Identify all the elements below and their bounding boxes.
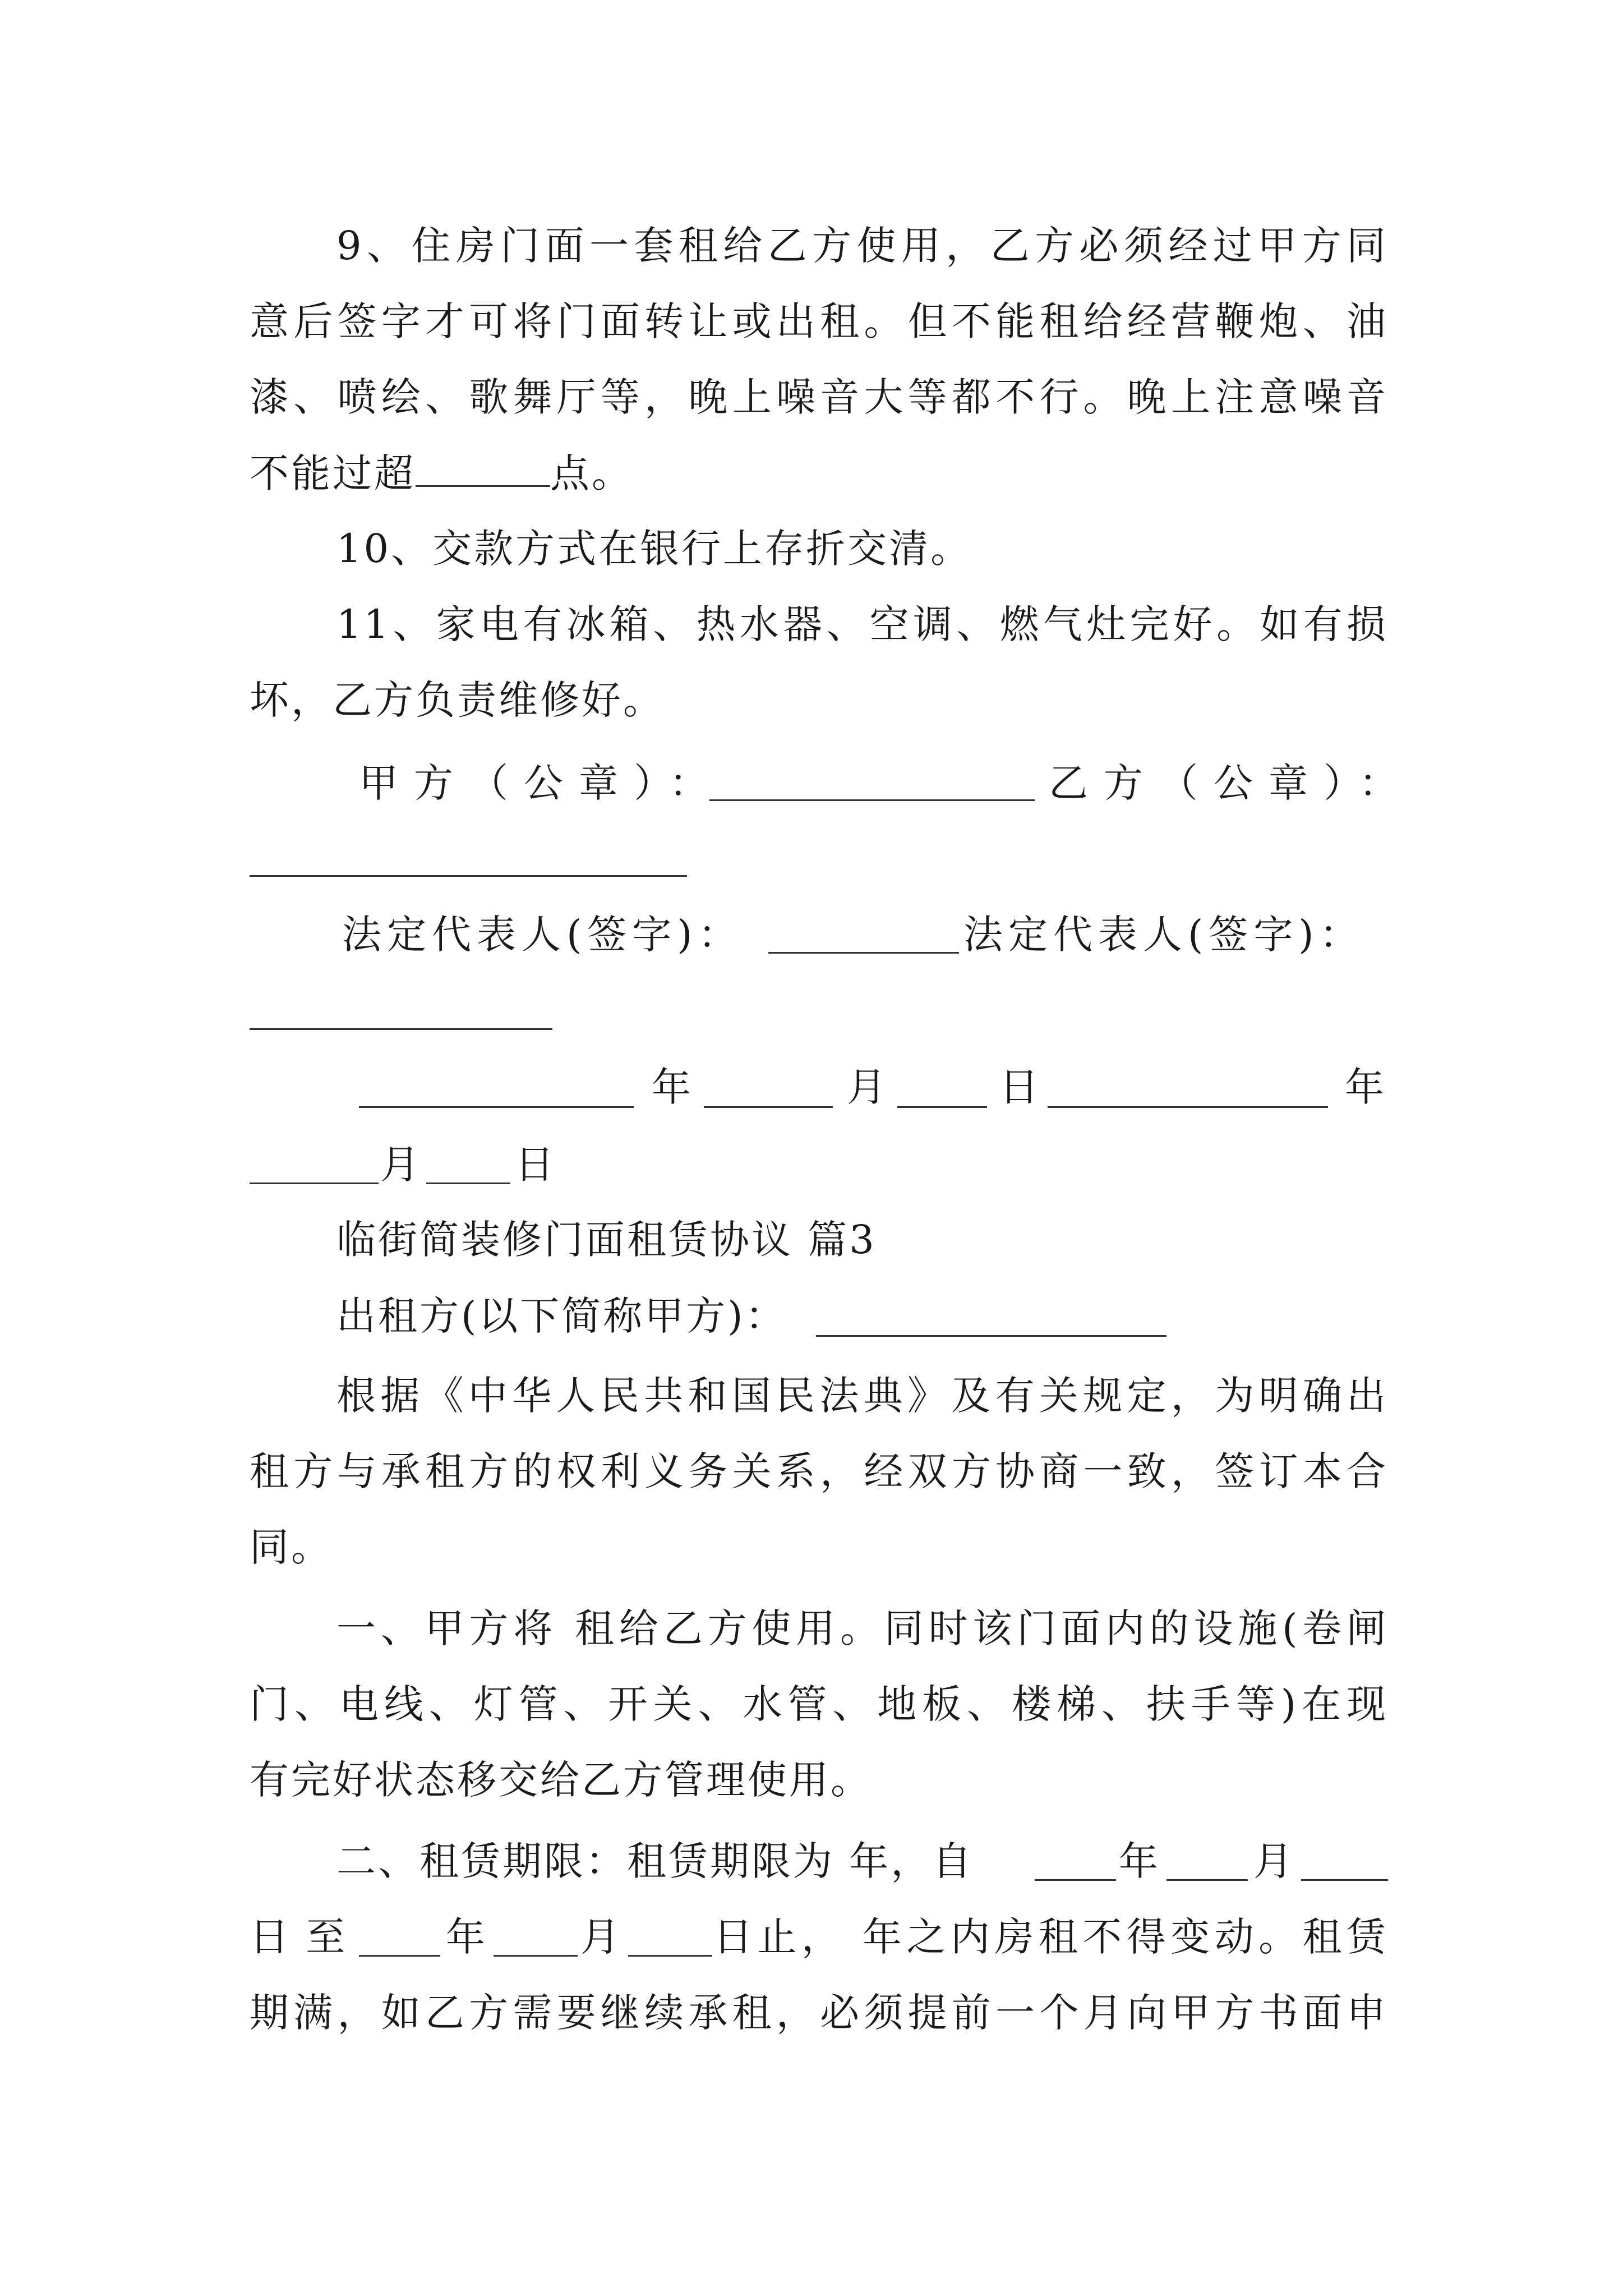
clause-2-line-2-text-a: 日 至 — [250, 1914, 348, 1960]
party-b-seal-label: 乙方（公章）： — [1049, 760, 1414, 806]
clause-9-line-1: 9、住房门面一套租给乙方使用，乙方必须经过甲方同 — [336, 223, 1388, 269]
rep-b-blank — [250, 1028, 552, 1030]
hour-blank — [416, 446, 550, 487]
date-b-month: 月 — [380, 1142, 422, 1188]
date-a-year-blank — [359, 1106, 634, 1108]
clause-2-line-2-text-b: 日止， 年之内房租不得变动。租赁 — [713, 1914, 1388, 1960]
start-year-unit: 年 — [1119, 1838, 1160, 1884]
clause-2-line-1-text: 二、租赁期限：租赁期限为 年，自 — [336, 1838, 974, 1884]
party-a-seal-blank — [709, 799, 1035, 801]
rep-a-blank — [768, 952, 959, 954]
clause-1-line-2: 门、电线、灯管、开关、水管、地板、楼梯、扶手等)在现 — [250, 1681, 1388, 1727]
date-a-month: 月 — [847, 1064, 888, 1110]
clause-11-line-2: 坏，乙方负责维修好。 — [250, 677, 665, 723]
lessor-label: 出租方(以下简称甲方)： — [336, 1293, 787, 1339]
end-year-blank — [359, 1955, 440, 1957]
end-month-blank — [494, 1955, 578, 1957]
end-day-blank — [628, 1955, 712, 1957]
end-year-unit: 年 — [446, 1914, 487, 1960]
end-month-unit: 月 — [580, 1914, 622, 1960]
lessor-blank — [816, 1335, 1166, 1337]
date-b-day: 日 — [515, 1142, 556, 1188]
start-year-blank — [1035, 1879, 1116, 1881]
section-3-title: 临街简装修门面租赁协议 篇3 — [336, 1217, 877, 1263]
start-month-unit: 月 — [1253, 1838, 1295, 1884]
clause-10: 10、交款方式在银行上存折交清。 — [336, 526, 972, 572]
date-b-month-blank — [250, 1182, 379, 1184]
date-a-day: 日 — [999, 1064, 1041, 1110]
date-b-year: 年 — [1345, 1064, 1386, 1110]
start-day-blank — [1301, 1879, 1388, 1881]
clause-2-line-3: 期满，如乙方需要继续承租，必须提前一个月向甲方书面申 — [250, 1990, 1388, 2036]
clause-9-line-3: 漆、喷绘、歌舞厅等，晚上噪音大等都不行。晚上注意噪音 — [250, 374, 1388, 420]
clause-1-line-3: 有完好状态移交给乙方管理使用。 — [250, 1757, 872, 1803]
clause-9-line-2: 意后签字才可将门面转让或出租。但不能租给经营鞭炮、油 — [250, 298, 1388, 344]
clause-9-line-4-text-a: 不能过超 — [250, 450, 416, 496]
start-month-blank — [1166, 1879, 1248, 1881]
clause-9-line-4-text-b: 点。 — [550, 450, 633, 496]
intro-line-1: 根据《中华人民共和国民法典》及有关规定，为明确出 — [336, 1373, 1388, 1419]
clause-9-line-4 — [250, 446, 1388, 500]
date-a-month-blank — [704, 1106, 833, 1108]
intro-line-3: 同。 — [250, 1524, 333, 1570]
date-a-day-blank — [897, 1106, 987, 1108]
clause-1-line-1: 一、甲方将 租给乙方使用。同时该门面内的设施(卷闸 — [336, 1605, 1388, 1651]
party-b-seal-blank — [250, 875, 687, 877]
date-a-year: 年 — [652, 1064, 693, 1110]
party-a-seal-label: 甲方（公章）： — [359, 760, 724, 806]
rep-b-label: 法定代表人(签字)： — [963, 912, 1364, 958]
date-b-year-blank — [1048, 1106, 1328, 1108]
rep-a-label: 法定代表人(签字)： — [342, 912, 743, 958]
date-b-day-blank — [426, 1182, 510, 1184]
intro-line-2: 租方与承租方的权利义务关系，经双方协商一致，签订本合 — [250, 1448, 1388, 1494]
clause-11-line-1: 11、家电有冰箱、热水器、空调、燃气灶完好。如有损 — [336, 601, 1388, 647]
